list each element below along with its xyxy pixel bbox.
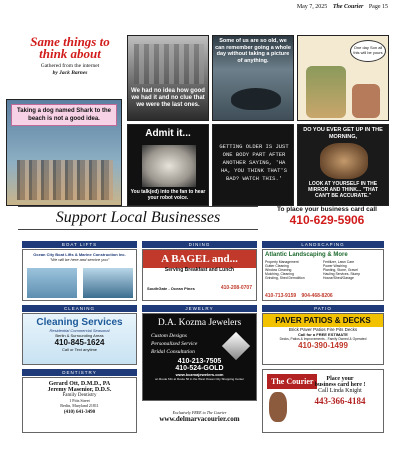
atlantic-name: Atlantic Landscaping & More — [265, 252, 348, 258]
dental-l2: Jeremy Masenior, D.D.S. — [47, 387, 112, 393]
kozma-ad[interactable] — [142, 313, 257, 401]
admit-caption: Admit it... — [145, 128, 191, 139]
atlantic-service-item: Planting, Stone, Gravel — [323, 268, 358, 272]
byline: by Jack Barnes — [52, 70, 88, 76]
whale-caption: Some of us are so old, we can remember going a whole day without taking a picture of anything. — [215, 38, 291, 64]
bagel-ad[interactable] — [142, 249, 257, 301]
kozma-web[interactable]: www.kozmajewelers.com — [175, 372, 224, 377]
admit-panel — [127, 124, 209, 206]
atlantic-service-item: Gutter Cleaning — [265, 264, 289, 268]
footer-web[interactable]: www.delmarvacourier.com — [159, 415, 240, 423]
bagel-phone[interactable]: 410-208-0707 — [220, 285, 252, 291]
section-dining: DINING — [142, 241, 257, 248]
gathered-text: Gathered from the internet — [40, 63, 100, 69]
cartoon-bubble — [350, 40, 386, 62]
monkey-top: DO YOU EVER GET UP IN THE MORNING, — [303, 127, 383, 140]
atlantic-service-item: Hauling Services, Stump — [323, 272, 361, 276]
kozma-name: D.A. Kozma Jewelers — [157, 318, 242, 328]
boat-lifts-tag: "We will be here and service you" — [49, 257, 110, 262]
kozma-line1: Custom Designs — [151, 333, 187, 339]
body-part-panel — [212, 124, 294, 206]
shark-caption: Taking a dog named Shark to the beach is not a good idea. — [11, 104, 117, 126]
boat-lifts-ad[interactable] — [22, 249, 137, 301]
atlantic-service-item: Grinding, Shed Demolition — [265, 276, 305, 280]
courier-l1: Place your — [326, 376, 354, 382]
dental-phone[interactable]: (410) 641-3490 — [63, 410, 96, 415]
old-photo-caption: We had no idea how good we had it and no clue that we were the last ones. — [131, 88, 205, 108]
whale-panel — [212, 35, 294, 121]
section-patio: PATIO — [262, 305, 384, 312]
section-cleaning: CLEANING — [22, 305, 137, 312]
atlantic-service-item: Window Cleaning — [265, 268, 292, 272]
atlantic-services — [263, 260, 383, 280]
patio-name: PAVER PATIOS & DECKS — [263, 314, 383, 327]
patio-l2: Call for a FREE ESTIMATE — [298, 332, 348, 337]
monkey-bottom: LOOK AT YOURSELF IN THE MIRROR AND THINK... "THAT CAN'T BE ACCURATE." — [308, 181, 378, 199]
courier-lines — [299, 376, 381, 406]
boat-lifts-name: Ocean City Boat Lifts & Marine Construction Inc. — [33, 252, 126, 257]
feature-title: Same things to think about — [30, 34, 110, 61]
header-date: May 7, 2025 — [296, 4, 328, 10]
admit-bottom: You talk(ed) into the fan to hear your robot voice. — [130, 189, 206, 201]
courier-card-ad[interactable] — [262, 369, 384, 433]
support-cta — [262, 206, 392, 227]
courier-name: The Courier — [267, 374, 317, 389]
dental-l1: Gerard Ott, D.M.D., PA — [48, 381, 111, 387]
patio-ad[interactable] — [262, 313, 384, 365]
atlantic-service-item: House/Shed/Garage — [323, 276, 354, 280]
dental-l3: Family Dentistry — [62, 393, 97, 398]
kozma-loc: on Route 611 at Route 50 in the West Ocean City Shopping Center — [155, 377, 244, 381]
cleaning-types: Residential Commercial Seasonal — [49, 328, 110, 333]
section-boat-lifts: BOAT LIFTS — [22, 241, 137, 248]
atlantic-phones — [265, 293, 333, 299]
shark-panel — [6, 99, 122, 206]
bagel-loc: SouthGate - Ocean Pines — [147, 286, 195, 291]
courier-phone[interactable]: 443-366-4184 — [314, 396, 366, 406]
old-photo-panel — [127, 35, 209, 121]
header-paper: The Courier — [332, 4, 364, 10]
bagel-name: A BAGEL and... — [143, 250, 256, 268]
support-heading: Support Local Businesses — [18, 206, 258, 230]
section-dentistry: DENTISTRY — [22, 369, 137, 376]
cleaning-note: Call or Text anytime — [61, 347, 98, 352]
courier-l3: Call Linda Knight — [318, 388, 362, 394]
cleaning-name: Cleaning Services — [36, 317, 123, 328]
cleaning-phone[interactable]: 410-845-1624 — [54, 338, 105, 347]
patio-l3: Decks, Patios & Improvements - Family Owned & Operated — [279, 337, 367, 341]
kozma-line3: Bridal Consultation — [151, 349, 195, 355]
section-jewelry: JEWELRY — [142, 305, 257, 312]
cartoon-panel — [297, 35, 389, 121]
dental-l4: 1 Pitts Street — [69, 398, 90, 403]
feature-gathered — [24, 63, 116, 77]
header-page: Page 15 — [368, 4, 388, 10]
body-part-text: GETTING OLDER IS JUST ONE BODY PART AFTER ANOTHER SAYING, 'HA HA, YOU THINK THAT'S BAD? WATCH THIS.' — [219, 143, 289, 182]
bagel-sub: Serving Breakfast and Lunch — [164, 267, 235, 273]
courier-l2: business card here ! — [314, 382, 366, 388]
kozma-phone1[interactable]: 410-213-7505 — [177, 358, 222, 365]
kozma-phone2[interactable]: 410-524-GOLD — [175, 365, 224, 372]
section-landscaping: LANDSCAPING — [262, 241, 384, 248]
patio-l1: Brick Paver Patios Fire Pits Decks — [288, 327, 358, 332]
cleaning-ad[interactable] — [22, 313, 137, 365]
footer-line: Exclusively FREE to The Courier — [172, 410, 227, 415]
atlantic-phone1[interactable]: 410-713-9159 — [265, 293, 297, 299]
bear-mascot-icon — [269, 392, 287, 422]
kozma-line2: Personalized Service — [151, 341, 198, 347]
atlantic-service-item: Power Washing — [323, 264, 347, 268]
footer — [142, 410, 257, 423]
atlantic-phone2[interactable]: 904-468-8206 — [301, 293, 333, 299]
dental-l5: Berlin, Maryland 21811 — [60, 403, 99, 408]
atlantic-ad[interactable] — [262, 249, 384, 301]
page-header — [0, 0, 400, 14]
atlantic-service-item: Mulching, Cleaning — [265, 272, 294, 276]
patio-phone[interactable]: 410-390-1499 — [298, 341, 348, 350]
dentistry-ad[interactable] — [22, 377, 137, 433]
monkey-panel — [297, 124, 389, 206]
cta-line: To place your business card call — [277, 206, 377, 213]
cleaning-area: Berlin & Surrounding Areas — [55, 333, 104, 338]
cartoon-bubble-text: One day Son all this will be yours — [353, 45, 383, 55]
atlantic-service-item: Fertilizer, Lawn Care — [323, 260, 355, 264]
cta-phone[interactable]: 410-629-5906 — [289, 213, 365, 227]
atlantic-service-item: Property Management — [265, 260, 299, 264]
feature-title-block — [24, 36, 116, 77]
